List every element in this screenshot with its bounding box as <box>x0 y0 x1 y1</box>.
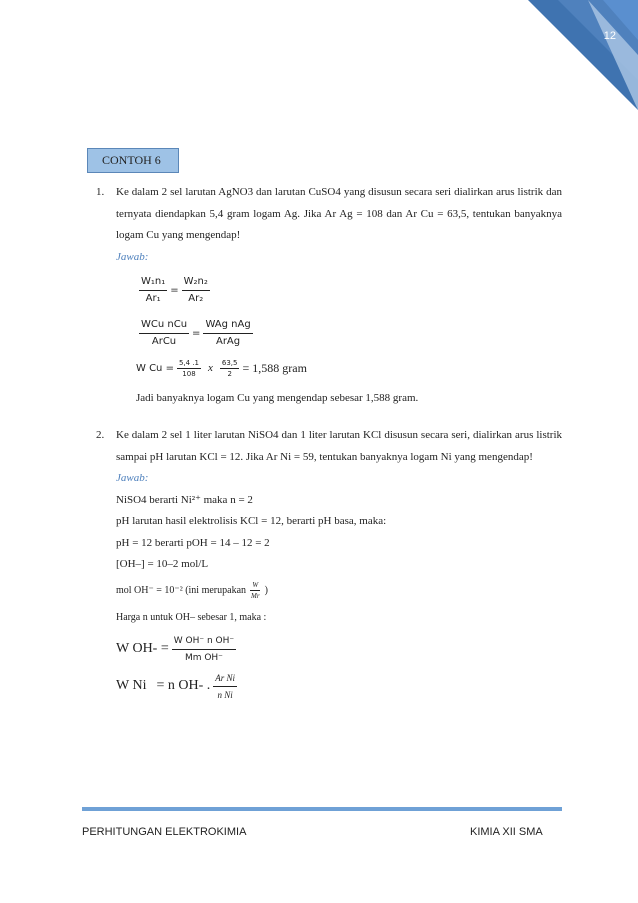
content <box>96 182 562 703</box>
question-1 <box>96 182 562 409</box>
formula-general: $\frac{\text{W₁n₁}}{\text{Ar₁}}$ = $\frac{\text{W₂n₂}}{\text{Ar₂}}$ <box>141 276 208 304</box>
answer-line-3: pH = 12 berarti pOH = 14 – 12 = 2 <box>116 536 270 549</box>
answer-line-4: [OH–] = 10–2 mol/L <box>116 558 209 570</box>
answer-label: Jawab: <box>116 250 149 263</box>
question-number: 2. <box>96 429 105 441</box>
formula-wni: W Ni = n OH- . $\frac{\text{Ar Ni}}{\text{n Ni}}$ <box>116 670 562 703</box>
question-number: 1. <box>96 186 105 198</box>
answer-label: Jawab: <box>116 472 149 484</box>
answer-line-1: NiSO4 berarti Ni²⁺ maka n = 2 <box>116 493 253 506</box>
formula-woh: W OH- = $\frac{\text{W OH⁻ n OH⁻}}{\text{Mm OH⁻}}$ <box>116 633 562 666</box>
question-2 <box>96 425 562 703</box>
corner-decoration <box>528 0 638 110</box>
harga-line: Harga n untuk OH– sebesar 1, maka : <box>116 612 267 623</box>
formula-cu-ag: $\frac{\text{WCu nCu}}{\text{ArCu}}$ = $\frac{\text{WAg nAg}}{\text{ArAg}}$ <box>141 319 251 347</box>
mol-line: mol OH⁻ = 10⁻² (ini merupakan $\frac{W}{Mr}$ ) <box>116 580 268 600</box>
answer-line-2: pH larutan hasil elektrolisis KCl = 12, berarti pH basa, maka: <box>116 515 387 527</box>
example-badge: CONTOH 6 <box>87 148 179 173</box>
footer-subject: PERHITUNGAN ELEKTROKIMIA <box>82 826 247 838</box>
page-number: 12 <box>603 30 616 42</box>
question-text: Ke dalam 2 sel 1 liter larutan NiSO4 dan 1 liter larutan KCl disusun secara seri, dialirkan arus listrik sampai pH larutan KCl = 12. Jika Ar Ni = 59, tentukan banyaknya logam Ni yang mengendap! <box>116 429 562 463</box>
footer-divider <box>82 807 562 811</box>
footer-grade: KIMIA XII SMA <box>470 826 543 838</box>
formula-wcu: W Cu = $\frac{5,4 .1}{108}$ x $\frac{63,5}{2}$ = 1,588 gram <box>136 359 307 379</box>
question-text: Ke dalam 2 sel larutan AgNO3 dan larutan CuSO4 yang disusun secara seri dialirkan arus listrik dan ternyata diendapkan 5,4 gram logam Ag. Jika Ar Ag = 108 dan Ar Cu = 63,5, tentukan banyaknya logam Cu yang mengendap! <box>116 186 562 241</box>
conclusion: Jadi banyaknya logam Cu yang mengendap sebesar 1,588 gram. <box>136 391 419 404</box>
